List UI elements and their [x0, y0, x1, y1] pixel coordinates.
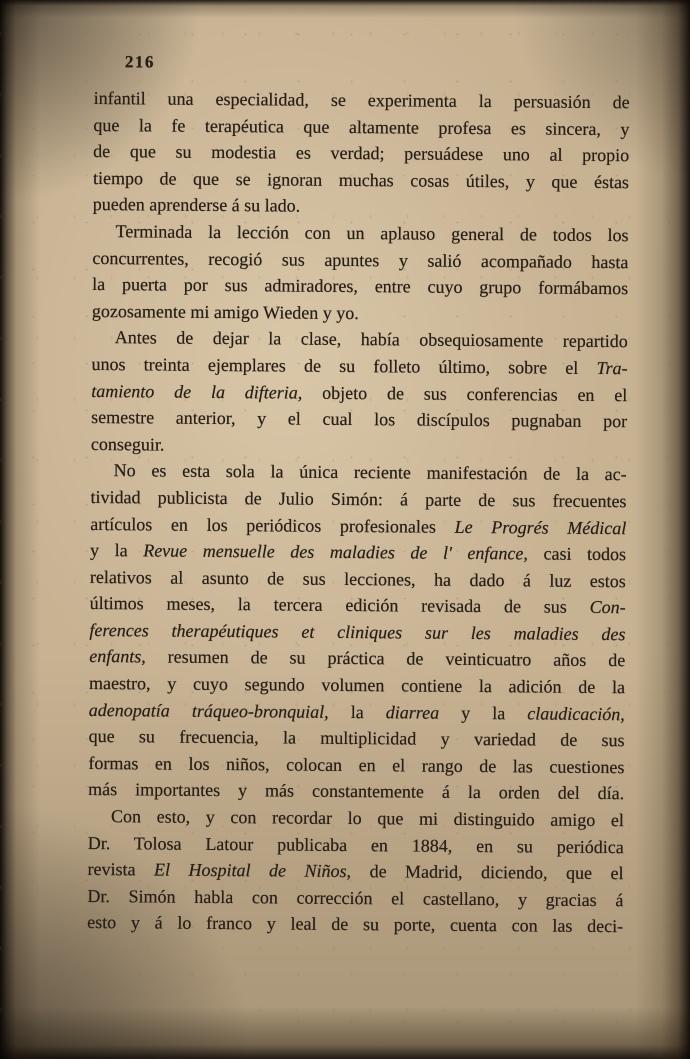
- text-segment: la: [328, 701, 386, 722]
- text-line: [92, 271, 628, 302]
- text-segment: resumen de su práctica de veinticuatro años de: [145, 646, 626, 671]
- page-number: 216: [124, 52, 155, 72]
- text-segment: tiempo de que se ignoran muchas cosas útiles, y que éstas: [92, 167, 630, 192]
- text-line: [88, 750, 624, 781]
- text-line: [92, 218, 628, 249]
- text-line: [89, 697, 625, 728]
- italic-text-segment: tamiento de la difteria,: [91, 380, 303, 403]
- text-segment: unos treinta ejemplares de su folleto último, sobre el: [91, 353, 597, 378]
- text-line: [90, 590, 626, 621]
- text-segment: y la: [439, 702, 528, 724]
- italic-text-segment: El Hospital de Niños: [154, 859, 347, 882]
- text-line: [89, 723, 625, 754]
- text-segment: últimos meses, la tercera edición revisada de sus: [89, 593, 590, 618]
- text-segment: , de Madrid, diciendo, que el: [346, 861, 624, 884]
- text-segment: maestro, y cuyo segundo volumen contiene la adición de la: [88, 673, 626, 698]
- text-segment: que su frecuencia, la multiplicidad y variedad de sus: [88, 726, 625, 751]
- text-segment: que la fe terapéutica que altamente profesa es sincera, y: [93, 114, 630, 139]
- text-segment: conseguir.: [90, 433, 165, 455]
- text-segment: de que su modestia es verdad; persuádese uno al propio: [93, 141, 630, 166]
- text-line: [89, 670, 625, 701]
- text-segment: y la: [90, 540, 144, 561]
- text-segment: pueden aprenderse á su lado.: [92, 194, 301, 216]
- text-line: [88, 776, 624, 807]
- text-line: [88, 803, 624, 834]
- text-segment: concurrentes, recogió sus apuntes y salió acompañado hasta: [92, 247, 629, 272]
- text-line: [87, 856, 623, 887]
- text-segment: objeto de sus conferencias en el: [302, 382, 628, 405]
- text-line: [93, 138, 629, 169]
- text-line: [91, 431, 627, 462]
- text-segment: casi todos: [527, 543, 627, 565]
- italic-text-segment: enfants,: [89, 646, 146, 667]
- text-line: [91, 457, 627, 488]
- page-text: [87, 85, 630, 940]
- italic-text-segment: Revue mensuelle des maladies de l' enfance,: [143, 540, 529, 564]
- text-line: [88, 830, 624, 861]
- text-segment: No es esta sola la única reciente manifestación de la ac-: [113, 460, 627, 485]
- text-line: [87, 909, 623, 940]
- text-segment: Terminada la lección con un aplauso general de todos los: [115, 221, 629, 246]
- text-segment: la puerta por sus admiradores, entre cuyo grupo formábamos: [92, 274, 629, 299]
- text-segment: esto y á lo franco y leal de su porte, cuenta con las deci-: [87, 912, 624, 937]
- italic-text-segment: Le Progrés Médical: [454, 516, 627, 538]
- text-line: [90, 510, 626, 541]
- text-line: [91, 404, 627, 435]
- text-segment: Antes de dejar la clase, había obsequiosamente repartido: [114, 327, 628, 352]
- text-segment: artículos en los periódicos profesionales: [90, 513, 455, 537]
- text-segment: Con esto, y con recordar lo que mi distinguido amigo el: [110, 806, 625, 831]
- italic-text-segment: Con-: [589, 597, 626, 618]
- text-line: [90, 564, 626, 595]
- text-line: [89, 617, 625, 648]
- page-body: [87, 52, 630, 940]
- text-line: [87, 883, 623, 914]
- text-segment: relativos al asunto de sus lecciones, ha dado á luz estos: [89, 566, 626, 591]
- text-segment: formas en los niños, colocan en el rango de las cuestiones: [88, 752, 625, 778]
- text-segment: Dr. Tolosa Latour publicaba en 1884, en su periódica: [87, 832, 624, 857]
- text-segment: gozosamente mi amigo Wieden y yo.: [91, 300, 359, 323]
- text-segment: Dr. Simón habla con corrección el castellano, y gracias á: [87, 885, 624, 910]
- text-line: [94, 85, 630, 116]
- italic-text-segment: Tra-: [596, 357, 628, 379]
- text-line: [91, 351, 627, 382]
- italic-text-segment: ferences therapéutiques et cliniques sur les maladies des: [89, 619, 626, 645]
- text-segment: revista: [87, 859, 155, 880]
- text-segment: semestre anterior, y el cual los discípulos pugnaban por: [91, 407, 628, 432]
- text-line: [90, 537, 626, 568]
- text-segment: infantil una especialidad, se experimenta la persuasión de: [93, 87, 630, 113]
- text-line: [92, 245, 628, 276]
- text-line: [89, 643, 625, 674]
- text-line: [92, 298, 628, 329]
- text-line: [93, 112, 629, 143]
- text-segment: más importantes y más constantemente á la orden del día.: [88, 779, 625, 804]
- italic-text-segment: claudicación,: [527, 703, 625, 724]
- text-line: [92, 324, 628, 355]
- italic-text-segment: adenopatía tráqueo-bronquial,: [88, 699, 329, 722]
- italic-text-segment: diarrea: [385, 701, 440, 723]
- text-line: [90, 484, 626, 515]
- text-line: [91, 378, 627, 409]
- text-line: [93, 191, 629, 222]
- text-line: [93, 165, 629, 196]
- text-segment: tividad publicista de Julio Simón: á parte de sus frecuentes: [90, 486, 627, 512]
